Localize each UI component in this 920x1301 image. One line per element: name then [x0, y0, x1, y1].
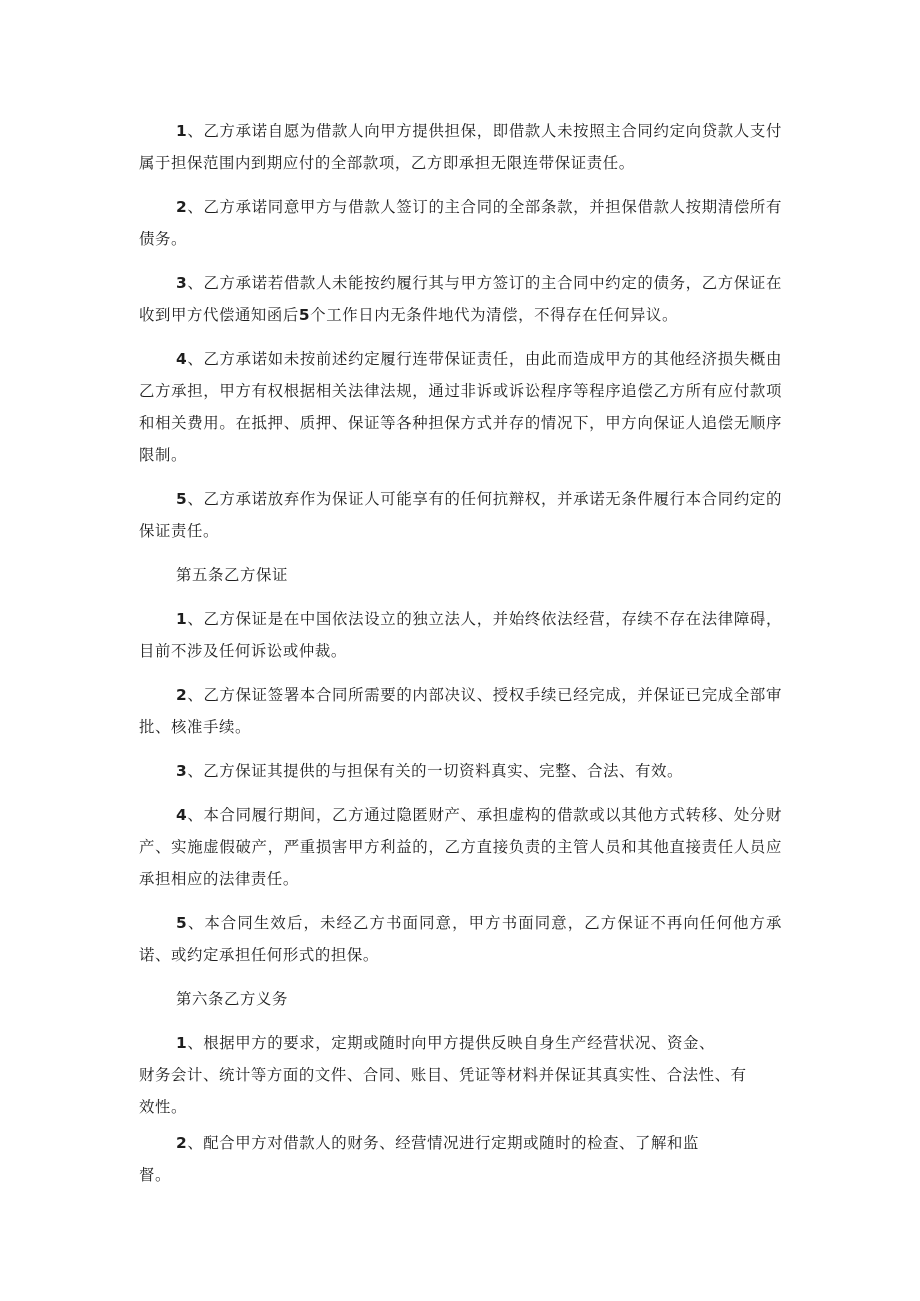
article-5-heading: 第五条乙方保证	[176, 566, 288, 584]
clause-number: 1	[176, 122, 188, 140]
clause-line	[139, 1127, 782, 1159]
clause-text: 、乙方承诺自愿为借款人向甲方提供担保，即借款人未按照主合同约定向贷款人支付属于担保范围内到期应付的全部款项，乙方即承担无限连带保证责任。	[139, 122, 782, 172]
clause-text: 、乙方保证签署本合同所需要的内部决议、授权手续已经完成，并保证已完成全部审批、核准手续。	[139, 686, 782, 736]
clause-line: 效性。	[139, 1098, 187, 1116]
clause-5-4	[139, 799, 782, 895]
clause-number: 1	[176, 1034, 188, 1052]
clause-text: 、乙方保证其提供的与担保有关的一切资料真实、完整、合法、有效。	[187, 762, 684, 780]
clause-text: 、配合甲方对借款人的财务、经营情况进行定期或随时的检查、了解和监	[187, 1134, 700, 1152]
clause-6-1	[139, 1027, 782, 1123]
clause-text: 、根据甲方的要求，定期或随时向甲方提供反映自身生产经营状况、资金、	[187, 1034, 716, 1052]
clause-text: 、本合同履行期间，乙方通过隐匿财产、承担虚构的借款或以其他方式转移、处分财产、实施虚假破产，严重损害甲方利益的，乙方直接负责的主管人员和其他直接责任人员应承担相应的法律责任。	[139, 806, 782, 888]
clause-text: 个工作日内无条件地代为清偿，不得存在任何异议。	[310, 306, 679, 324]
clause-text: 、乙方承诺若借款人未能按约履行其与甲方签订的主合同中约定的债务，乙方保证在收到甲方代偿通知函后	[139, 274, 782, 324]
clause-line: 督。	[139, 1166, 171, 1184]
clause-5-1	[139, 603, 782, 667]
clause-4-4	[139, 343, 782, 471]
clause-4-2	[139, 191, 782, 255]
article-6-heading: 第六条乙方义务	[176, 990, 288, 1008]
clause-number: 4	[176, 806, 188, 824]
clause-5-2	[139, 679, 782, 743]
clause-number: 2	[176, 198, 188, 216]
clause-number: 2	[176, 1134, 188, 1152]
clause-number: 3	[176, 762, 188, 780]
clause-text: 、乙方承诺如未按前述约定履行连带保证责任，由此而造成甲方的其他经济损失概由乙方承担，甲方有权根据相关法律法规，通过非诉或诉讼程序等程序追偿乙方所有应付款项和相关费用。在抵押、质押、保证等各种担保方式并存的情况下，甲方向保证人追偿无顺序限制。	[139, 350, 782, 464]
clause-text: 、乙方保证是在中国依法设立的独立法人，并始终依法经营，存续不存在法律障碍，目前不涉及任何诉讼或仲裁。	[139, 610, 782, 660]
clause-6-2	[139, 1127, 782, 1191]
clause-text: 、本合同生效后，未经乙方书面同意，甲方书面同意，乙方保证不再向任何他方承诺、或约定承担任何形式的担保。	[139, 914, 782, 964]
clause-number: 2	[176, 686, 188, 704]
clause-4-1	[139, 115, 782, 179]
clause-number: 5	[176, 914, 188, 932]
clause-number: 5	[176, 490, 188, 508]
clause-5-5	[139, 907, 782, 971]
clause-number: 1	[176, 610, 188, 628]
clause-4-5	[139, 483, 782, 547]
clause-line	[139, 1027, 782, 1059]
clause-5-3	[139, 755, 782, 787]
days-count: 5	[298, 306, 311, 324]
clause-line: 财务会计、统计等方面的文件、合同、账目、凭证等材料并保证其真实性、合法性、有	[139, 1066, 747, 1084]
clause-number: 3	[176, 274, 188, 292]
clause-text: 、乙方承诺同意甲方与借款人签订的主合同的全部条款，并担保借款人按期清偿所有债务。	[139, 198, 782, 248]
clause-text: 、乙方承诺放弃作为保证人可能享有的任何抗辩权，并承诺无条件履行本合同约定的保证责任。	[139, 490, 782, 540]
clause-number: 4	[176, 350, 188, 368]
clause-4-3	[139, 267, 782, 331]
contract-body	[139, 115, 782, 1195]
